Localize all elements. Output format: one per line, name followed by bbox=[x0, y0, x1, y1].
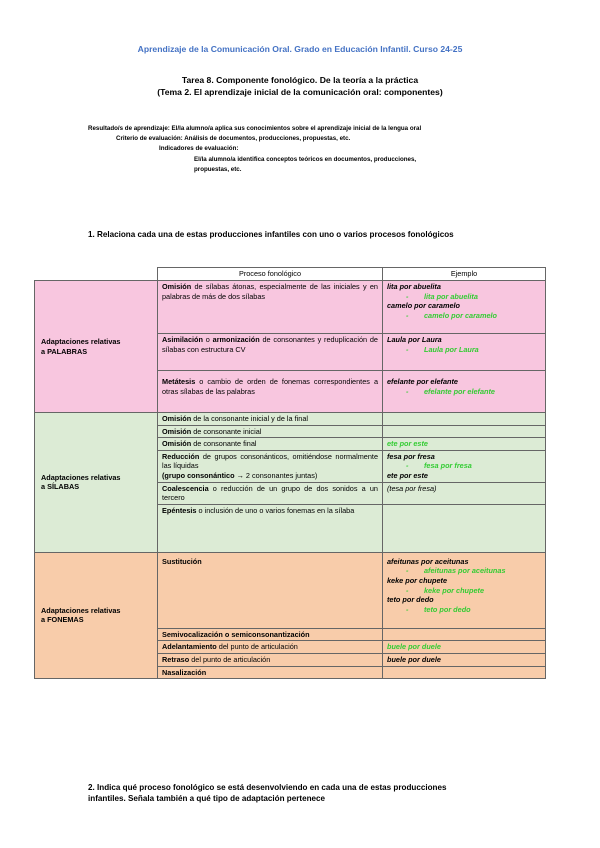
category-fonemas: Adaptaciones relativas a FONEMAS bbox=[35, 552, 158, 678]
example-epentesis bbox=[383, 504, 546, 552]
example-omision-silabas: lita por abuelita - lita por abuelita camelo por caramelo - camelo por caramelo bbox=[383, 281, 546, 334]
example-omision-inicial bbox=[383, 425, 546, 438]
process-epentesis: Epéntesis o inclusión de uno o varios fonemas en la sílaba bbox=[158, 504, 383, 552]
process-adelantamiento: Adelantamiento del punto de articulación bbox=[158, 641, 383, 654]
task-subtitle: (Tema 2. El aprendizaje inicial de la comunicación oral: componentes) bbox=[157, 86, 443, 97]
category-silabas: Adaptaciones relativas a SÍLABAS bbox=[35, 413, 158, 553]
process-nasalizacion: Nasalización bbox=[158, 666, 383, 679]
process-omision-silabas: Omisión de sílabas átonas, especialmente de las iniciales y en palabras de más de dos sílabas bbox=[158, 281, 383, 334]
question-2: 2. Indica qué proceso fonológico se está desenvolviendo en cada una de estas producciones infantiles. Señala también a qué tipo de adaptación pertenece bbox=[88, 783, 447, 803]
question-1: 1. Relaciona cada una de estas producciones infantiles con uno o varios procesos fonológicos bbox=[88, 230, 454, 239]
phonological-processes-table bbox=[34, 267, 546, 679]
table-row bbox=[35, 281, 546, 334]
course-header: Aprendizaje de la Comunicación Oral. Grado en Educación Infantil. Curso 24-25 bbox=[137, 44, 463, 54]
process-retraso: Retraso del punto de articulación bbox=[158, 653, 383, 666]
process-asimilacion: Asimilación o armonización de consonantes y reduplicación de sílabas con estructura CV bbox=[158, 334, 383, 371]
example-adelantamiento: buele por duele bbox=[383, 641, 546, 654]
example-coalescencia: (tesa por fresa) bbox=[383, 482, 546, 504]
task-title: Tarea 8. Componente fonológico. De la teoría a la práctica bbox=[181, 75, 419, 85]
example-metatesis: efelante por elefante - efelante por elefante bbox=[383, 371, 546, 413]
process-semivocalizacion: Semivocalización o semiconsonantización bbox=[158, 628, 383, 641]
learning-outcome: Resultado/s de aprendizaje: El/la alumno/a aplica sus conocimientos sobre el aprendizaje inicial de la lengua oral bbox=[88, 125, 422, 132]
example-reduccion: fesa por fresa - fesa por fresa ete por este bbox=[383, 450, 546, 482]
evaluation-indicators-label: Indicadores de evaluación: bbox=[159, 145, 239, 152]
table-row bbox=[35, 413, 546, 426]
example-sustitucion: afeitunas por aceitunas - afeitunas por aceitunas keke por chupete - keke por chupete teto por dedo - teto por dedo bbox=[383, 552, 546, 628]
example-omision-final: ete por este bbox=[383, 438, 546, 451]
process-omision-inicial: Omisión de consonante inicial bbox=[158, 425, 383, 438]
indicator-line-1: El/la alumno/a identifica conceptos teóricos en documentos, producciones, bbox=[194, 156, 417, 163]
example-semivocalizacion bbox=[383, 628, 546, 641]
example-asimilacion: Laula por Laura - Laula por Laura bbox=[383, 334, 546, 371]
process-metatesis: Metátesis o cambio de orden de fonemas correspondientes a otras sílabas de las palabras bbox=[158, 371, 383, 413]
example-nasalizacion bbox=[383, 666, 546, 679]
example-retraso: buele por duele bbox=[383, 653, 546, 666]
process-omision-final: Omisión de consonante final bbox=[158, 438, 383, 451]
header-example: Ejemplo bbox=[383, 268, 546, 281]
table-row bbox=[35, 552, 546, 628]
process-reduccion: Reducción de grupos consonánticos, omitiéndose normalmente las líquidas (grupo consonántico → 2 consonantes juntas) bbox=[158, 450, 383, 482]
header-process: Proceso fonológico bbox=[158, 268, 383, 281]
empty-corner-cell bbox=[35, 268, 158, 281]
category-palabras: Adaptaciones relativas a PALABRAS bbox=[35, 281, 158, 413]
process-omision-inicial-final: Omisión de la consonante inicial y de la final bbox=[158, 413, 383, 426]
table-header-row bbox=[35, 268, 546, 281]
indicator-line-2: propuestas, etc. bbox=[194, 166, 242, 173]
process-coalescencia: Coalescencia o reducción de un grupo de dos sonidos a un tercero bbox=[158, 482, 383, 504]
process-sustitucion: Sustitución bbox=[158, 552, 383, 628]
example-omision-inicial-final bbox=[383, 413, 546, 426]
evaluation-criterion: Criterio de evaluación: Análisis de documentos, producciones, propuestas, etc. bbox=[116, 135, 351, 142]
task-heading bbox=[0, 75, 600, 98]
